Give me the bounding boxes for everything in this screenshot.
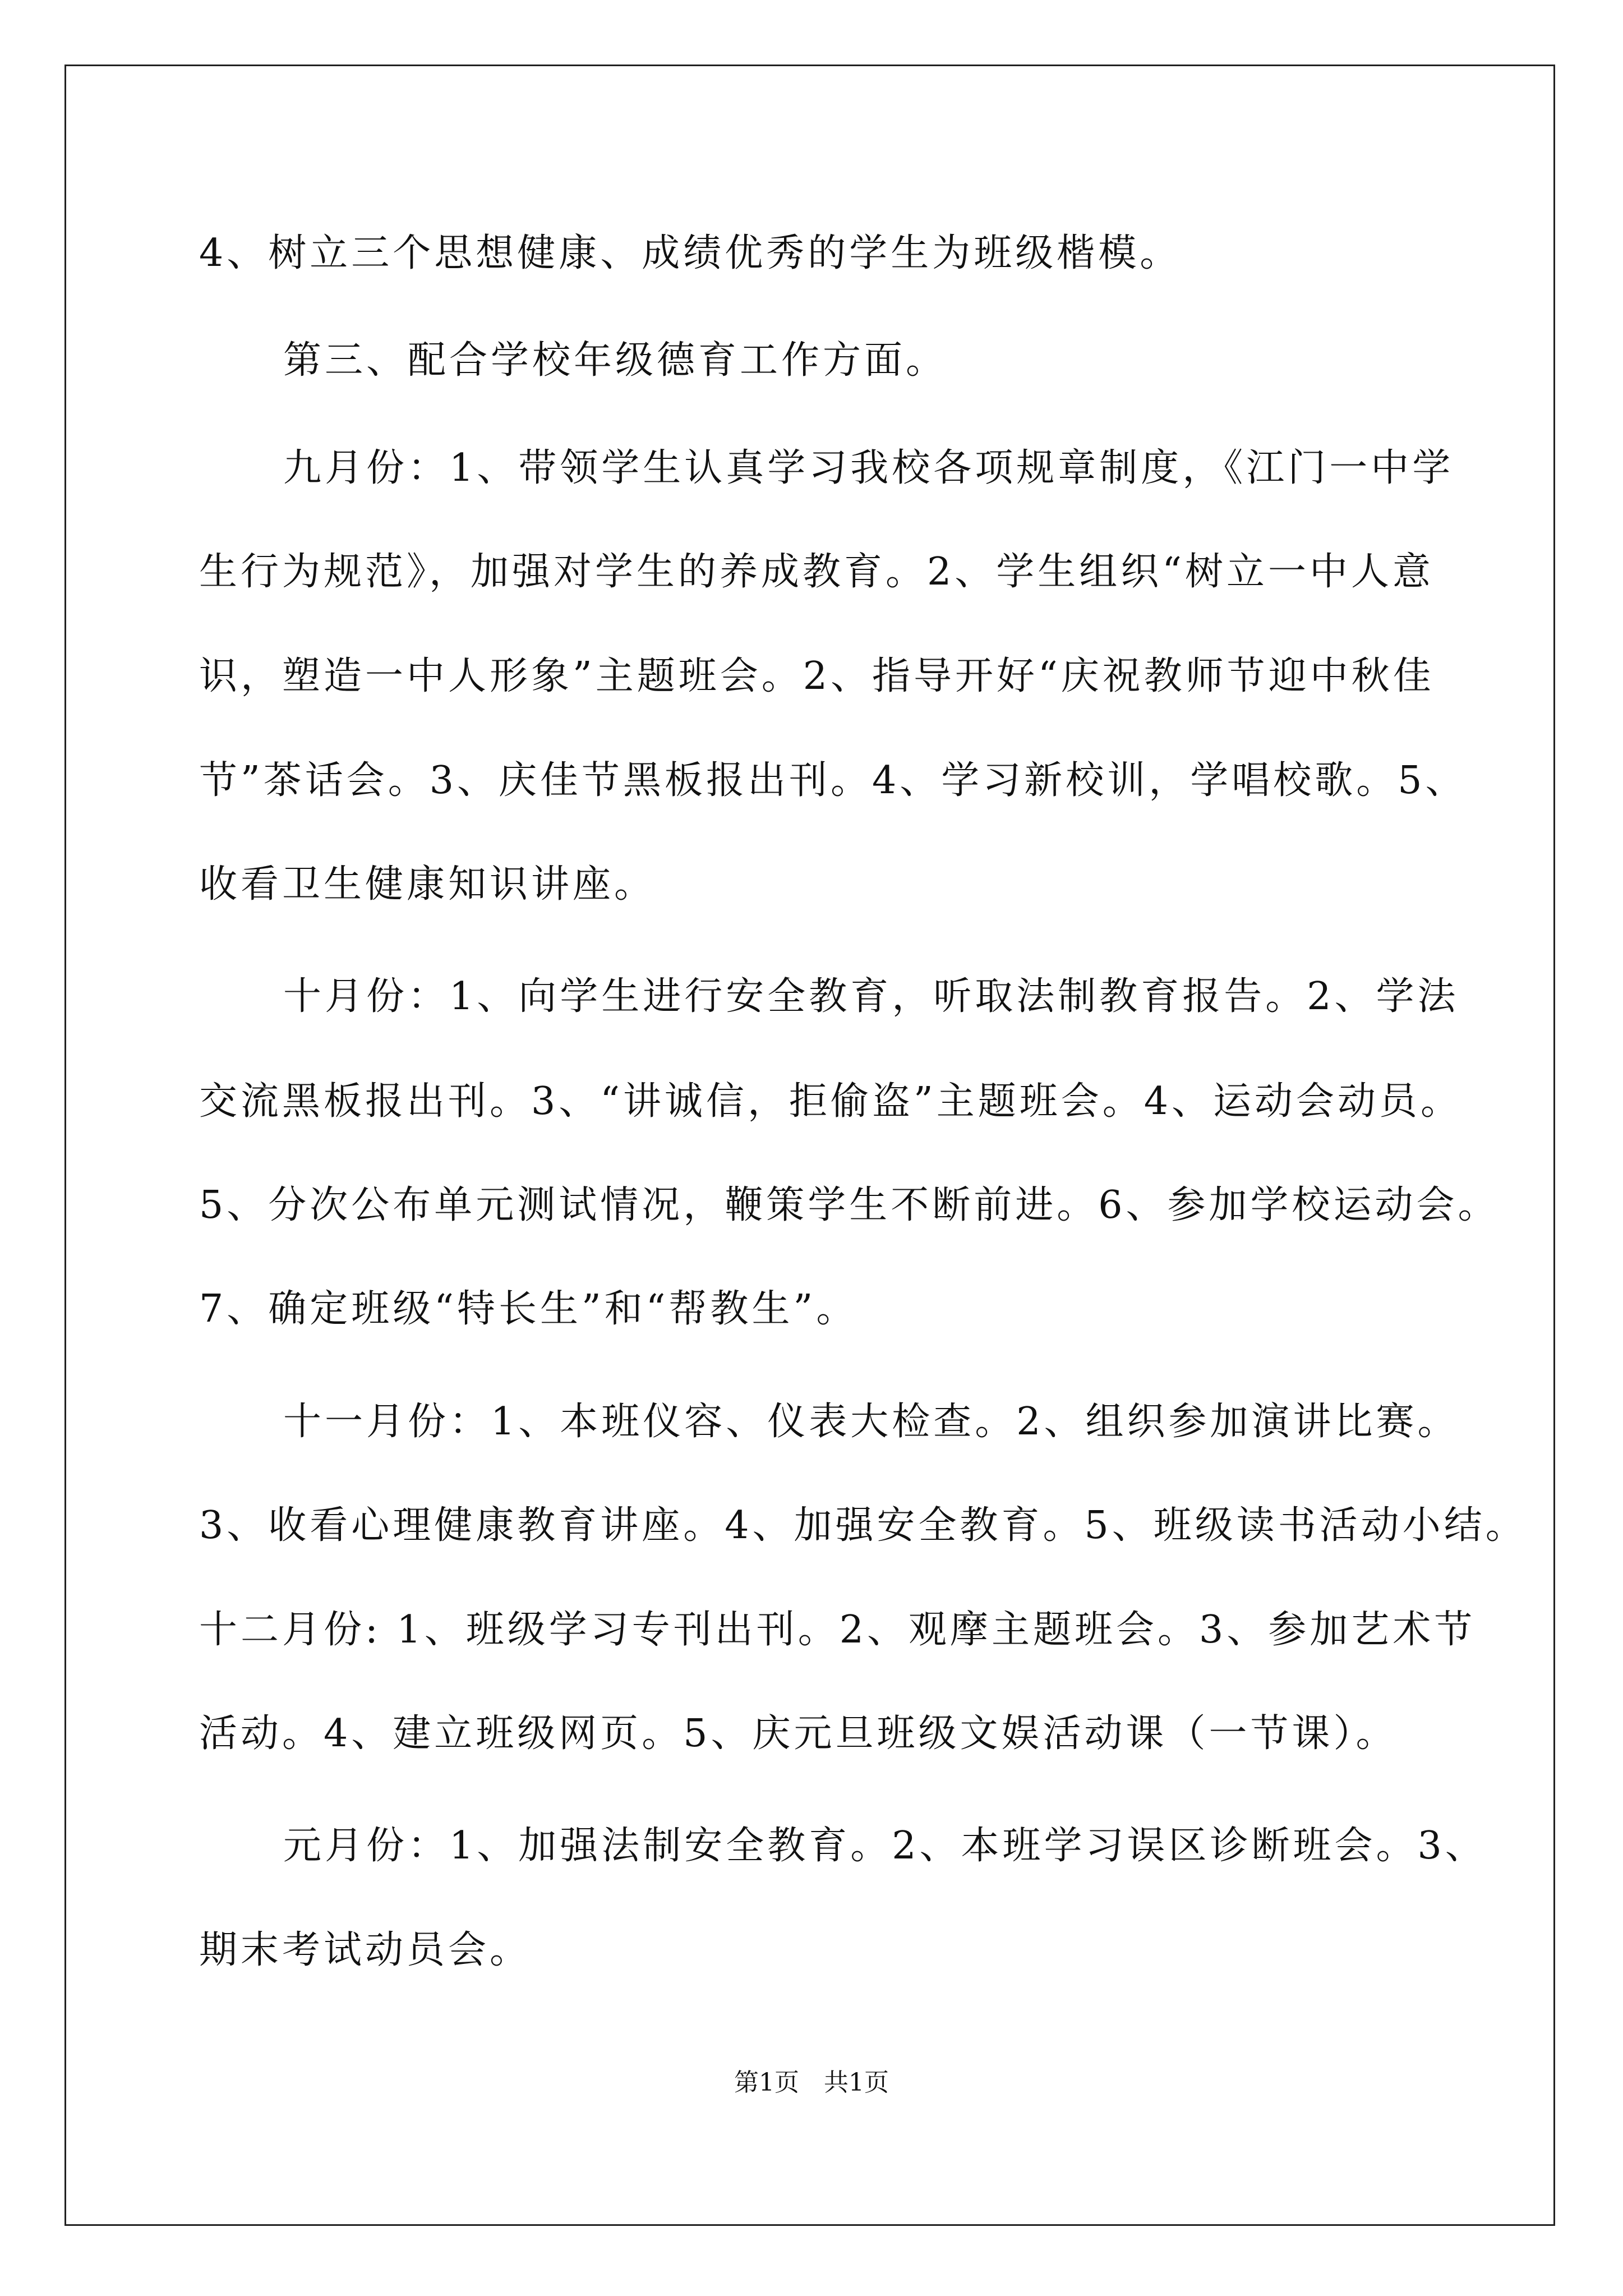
body-line: 十月份：1、向学生进行安全教育，听取法制教育报告。2、学法 bbox=[283, 974, 1459, 1019]
page-number: 第1页 共1页 bbox=[734, 2068, 889, 2097]
body-line: 九月份：1、带领学生认真学习我校各项规章制度，《江门一中学 bbox=[283, 446, 1454, 490]
body-line: 生行为规范》，加强对学生的养成教育。2、学生组织“树立一中人意 bbox=[199, 550, 1435, 594]
body-line: 4、树立三个思想健康、成绩优秀的学生为班级楷模。 bbox=[199, 231, 1182, 275]
body-line: 活动。4、建立班级网页。5、庆元旦班级文娱活动课（一节课）。 bbox=[199, 1711, 1398, 1756]
body-line: 5、分次公布单元测试情况，鞭策学生不断前进。6、参加学校运动会。 bbox=[199, 1183, 1500, 1227]
body-line: 期末考试动员会。 bbox=[199, 1928, 532, 1972]
body-line: 3、收看心理健康教育讲座。4、加强安全教育。5、班级读书活动小结。 bbox=[199, 1503, 1527, 1548]
body-line: 十二月份: 1、班级学习专刊出刊。2、观摩主题班会。3、参加艺术节 bbox=[199, 1608, 1476, 1652]
body-line: 7、确定班级“特长生”和“帮教生”。 bbox=[199, 1287, 858, 1331]
page-border bbox=[64, 65, 1555, 2226]
body-line: 收看卫生健康知识讲座。 bbox=[199, 862, 656, 907]
body-line: 识，塑造一中人形象”主题班会。2、指导开好“庆祝教师节迎中秋佳 bbox=[199, 654, 1435, 698]
body-line: 交流黑板报出刊。3、“讲诚信，拒偷盗”主题班会。4、运动会动员。 bbox=[199, 1079, 1463, 1124]
body-line: 节”茶话会。3、庆佳节黑板报出刊。4、学习新校训，学唱校歌。5、 bbox=[199, 758, 1467, 803]
body-line: 十一月份：1、本班仪容、仪表大检查。2、组织参加演讲比赛。 bbox=[283, 1400, 1459, 1444]
body-line: 元月份：1、加强法制安全教育。2、本班学习误区诊断班会。3、 bbox=[283, 1824, 1487, 1868]
section-heading: 第三、配合学校年级德育工作方面。 bbox=[283, 338, 948, 383]
